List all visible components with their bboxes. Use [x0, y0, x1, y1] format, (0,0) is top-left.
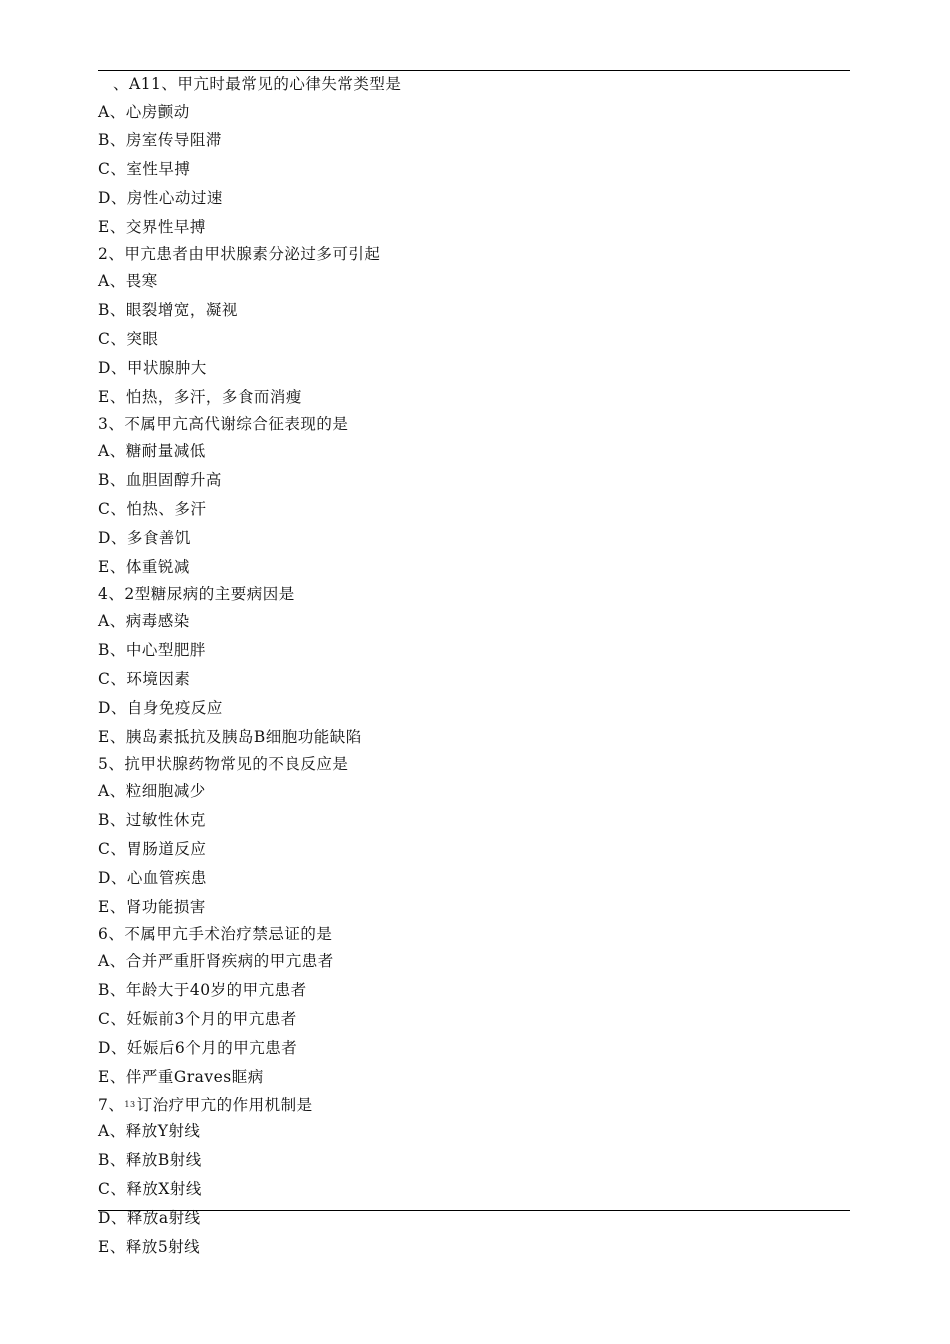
question-1-option-c: C、室性早搏: [98, 160, 191, 179]
question-2-option-c: C、突眼: [98, 330, 159, 349]
question-7-option-c: C、释放X射线: [98, 1180, 202, 1198]
question-2-option-d: D、甲状腺肿大: [98, 359, 207, 378]
question-4-option-e: E、胰岛素抵抗及胰岛B细胞功能缺陷: [98, 727, 362, 746]
question-5-option-c: C、胃肠道反应: [98, 840, 207, 859]
question-5-option-d: D、心血管疾患: [98, 868, 207, 887]
question-1-option-d: D、房性心动过速: [98, 189, 223, 208]
question-4-option-b: B、中心型肥胖: [98, 641, 206, 660]
question-6-option-d: D、妊娠后6个月的甲亢患者: [98, 1038, 298, 1057]
question-3-option-a: A、糖耐量减低: [98, 442, 206, 461]
question-5-stem: 5、抗甲状腺药物常见的不良反应是: [98, 754, 349, 773]
question-2-option-a: A、畏寒: [98, 272, 158, 291]
question-7-option-a: A、释放Y射线: [98, 1122, 201, 1141]
question-1-stem: 、A11、甲亢时最常见的心律失常类型是: [113, 75, 402, 93]
question-3-option-e: E、体重锐减: [98, 557, 190, 576]
question-7-stem: [98, 1092, 850, 1118]
question-3-option-b: B、血胆固醇升高: [98, 471, 222, 490]
question-6-option-a: A、合并严重肝肾疾病的甲亢患者: [98, 952, 334, 971]
question-3-option-d: D、多食善饥: [98, 529, 191, 548]
question-1-option-b: B、房室传导阻滞: [98, 131, 222, 150]
question-4-option-a: A、病毒感染: [98, 612, 190, 631]
question-2-stem: 2、甲亢患者由甲状腺素分泌过多可引起: [98, 244, 381, 263]
top-divider: [98, 70, 850, 71]
question-6-option-c: C、妊娠前3个月的甲亢患者: [98, 1010, 297, 1029]
question-7-option-d: D、释放a射线: [98, 1208, 201, 1227]
question-list: [98, 72, 850, 1262]
question-5-option-a: A、粒细胞减少: [98, 782, 206, 801]
question-2-option-e: E、怕热，多汗，多食而消瘦: [98, 388, 302, 407]
question-1-option-a: A、心房颤动: [98, 102, 190, 121]
question-3-stem: 3、不属甲亢高代谢综合征表现的是: [98, 414, 349, 433]
question-2-option-b: B、眼裂增宽，凝视: [98, 301, 238, 320]
question-7-superscript: 13: [124, 1099, 136, 1109]
question-6-stem: 6、不属甲亢手术治疗禁忌证的是: [98, 924, 333, 943]
question-4-option-d: D、自身免疫反应: [98, 699, 223, 718]
question-5-option-e: E、肾功能损害: [98, 897, 206, 916]
question-7-option-b: B、释放B射线: [98, 1151, 202, 1170]
question-1-option-e: E、交界性早搏: [98, 218, 206, 237]
question-7-stem-text: 订治疗甲亢的作用机制是: [136, 1095, 313, 1114]
question-6-option-b: B、年龄大于40岁的甲亢患者: [98, 981, 307, 1000]
question-7-option-e: E、释放5射线: [98, 1237, 201, 1256]
question-4-stem: 4、2型糖尿病的主要病因是: [98, 584, 295, 603]
question-5-option-b: B、过敏性休克: [98, 811, 206, 830]
question-6-option-e: E、伴严重Graves眶病: [98, 1067, 264, 1086]
question-7-number: 7、: [98, 1095, 125, 1114]
question-3-option-c: C、怕热、多汗: [98, 500, 207, 519]
question-4-option-c: C、环境因素: [98, 670, 191, 689]
